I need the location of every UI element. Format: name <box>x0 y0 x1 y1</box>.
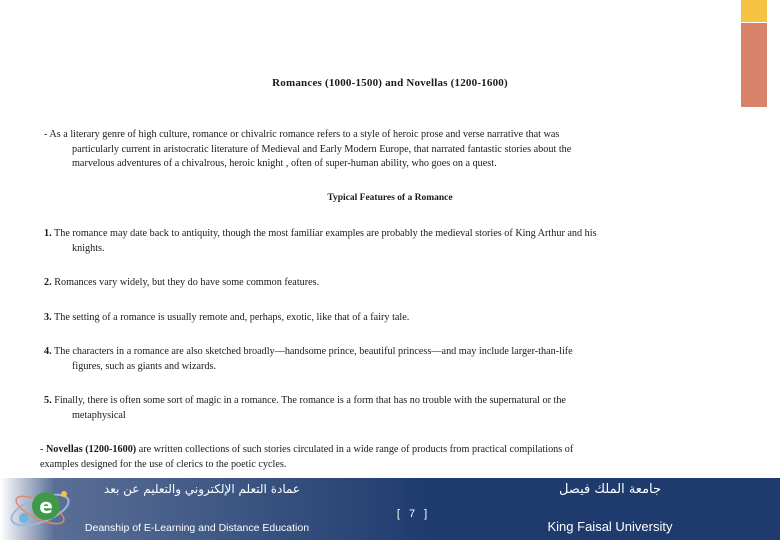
accent-bar-yellow <box>741 0 767 22</box>
feature-text: Finally, there is often some sort of magic in a romance. The romance is a form that has no trouble with the supernatural or the <box>54 395 566 406</box>
feature-item-4 <box>44 345 734 374</box>
feature-number: 2. <box>44 277 52 288</box>
page-number: [ 7 ] <box>396 508 428 520</box>
feature-text: The romance may date back to antiquity, though the most familiar examples are probably the medieval stories of King Arthur and his <box>54 228 597 239</box>
features-subheading: Typical Features of a Romance <box>327 193 453 203</box>
feature-item-2 <box>44 276 734 291</box>
intro-line-3: marvelous adventures of a chivalrous, heroic knight , often of super-human ability, who goes on a quest. <box>72 158 497 170</box>
feature-item-1 <box>44 227 734 256</box>
novellas-line-2: examples designed for the use of clerics to the poetic cycles. <box>40 458 287 470</box>
feature-text-continued: metaphysical <box>72 409 126 421</box>
intro-line-2: particularly current in aristocratic literature of Medieval and Early Modern Europe, that narrated fantastic stories about the <box>72 143 572 155</box>
feature-text-continued: knights. <box>72 242 105 254</box>
novellas-paragraph <box>40 443 740 472</box>
intro-line-1: - As a literary genre of high culture, romance or chivalric romance refers to a style of heroic prose and verse narrative that was <box>44 129 560 140</box>
feature-number: 3. <box>44 312 52 323</box>
e-learning-logo-icon <box>6 482 76 536</box>
university-arabic: جامعة الملك فيصل <box>558 482 662 497</box>
footer-bar <box>0 478 780 540</box>
svg-text:e: e <box>39 494 53 518</box>
feature-text-continued: figures, such as giants and wizards. <box>72 360 217 372</box>
university-english: King Faisal University <box>547 519 673 534</box>
feature-text: The characters in a romance are also sketched broadly—handsome prince, beautiful princess—and may include larger-than-life <box>54 346 573 357</box>
novellas-lead: - Novellas (1200-1600) <box>40 444 137 455</box>
intro-paragraph <box>44 128 734 172</box>
deanship-arabic: عمادة التعلم الإلكتروني والتعليم عن بعد <box>103 482 301 496</box>
feature-text: The setting of a romance is usually remote and, perhaps, exotic, like that of a fairy tale. <box>54 312 410 323</box>
feature-number: 4. <box>44 346 52 357</box>
novellas-line-1: are written collections of such stories circulated in a wide range of products from practical compilations of <box>138 444 574 455</box>
feature-text: Romances vary widely, but they do have some common features. <box>54 277 320 288</box>
feature-item-3 <box>44 311 734 326</box>
feature-item-5 <box>44 394 734 423</box>
deanship-english: Deanship of E-Learning and Distance Education <box>84 522 310 534</box>
feature-number: 1. <box>44 228 52 239</box>
feature-number: 5. <box>44 395 52 406</box>
page-title: Romances (1000-1500) and Novellas (1200-1600) <box>272 77 508 89</box>
accent-bar-orange <box>741 23 767 107</box>
